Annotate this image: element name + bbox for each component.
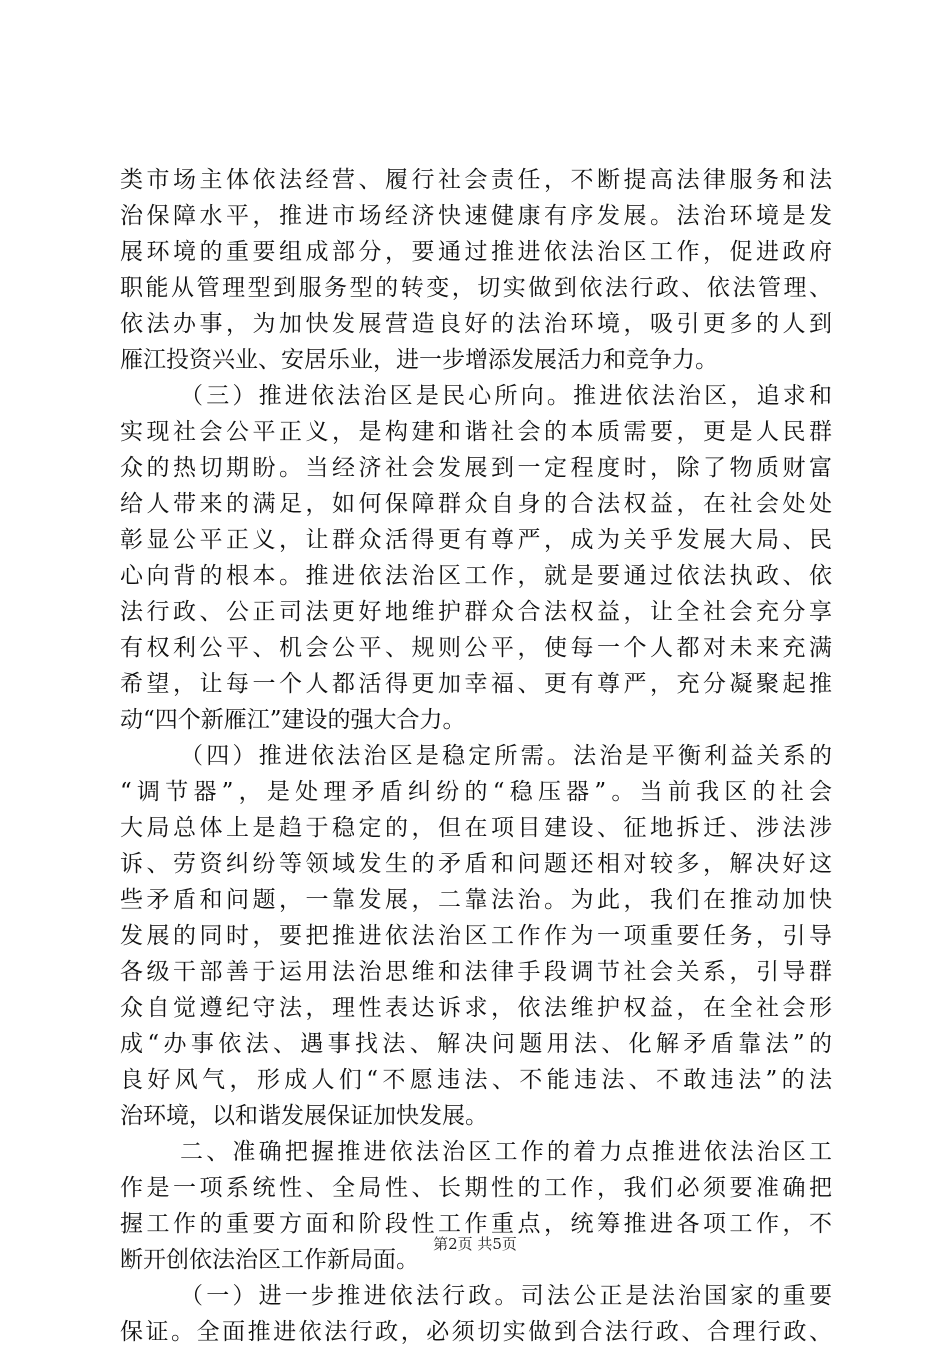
text-line: 动“四个新雁江”建设的强大合力。 (120, 707, 466, 733)
text-line: 保证。全面推进依法行政，必须切实做到合法行政、合理行政、 (120, 1319, 832, 1345)
text-line: 彰显公平正义，让群众活得更有尊严，成为关乎发展大局、民 (120, 527, 832, 553)
text-line: 各级干部善于运用法治思维和法律手段调节社会关系，引导群 (120, 959, 832, 985)
page-footer: 第2页 共5页 (433, 1235, 517, 1253)
text-line: “调节器”，是处理矛盾纠纷的“稳压器”。当前我区的社会 (120, 779, 832, 805)
text-line: 众自觉遵纪守法，理性表达诉求，依法维护权益，在全社会形 (120, 995, 832, 1021)
text-line: 职能从管理型到服务型的转变，切实做到依法行政、依法管理、 (120, 275, 832, 301)
text-line: 希望，让每一个人都活得更加幸福、更有尊严，充分凝聚起推 (120, 671, 832, 697)
text-line: 法行政、公正司法更好地维护群众合法权益，让全社会充分享 (120, 599, 832, 625)
text-line: 作是一项系统性、全局性、长期性的工作，我们必须要准确把 (120, 1175, 832, 1201)
text-line: 类市场主体依法经营、履行社会责任，不断提高法律服务和法 (120, 167, 832, 193)
paragraph (120, 738, 832, 1134)
paragraph (120, 1278, 832, 1350)
text-line: 诉、劳资纠纷等领域发生的矛盾和问题还相对较多，解决好这 (120, 851, 832, 877)
text-line: （三）推进依法治区是民心所向。推进依法治区，追求和 (180, 383, 832, 409)
paragraph (120, 1134, 832, 1278)
text-line: 心向背的根本。推进依法治区工作，就是要通过依法执政、依 (120, 563, 832, 589)
text-line: 众的热切期盼。当经济社会发展到一定程度时，除了物质财富 (120, 455, 832, 481)
paragraph (120, 162, 832, 378)
text-line: 依法办事，为加快发展营造良好的法治环境，吸引更多的人到 (120, 311, 832, 337)
text-line: （一）进一步推进依法行政。司法公正是法治国家的重要 (180, 1283, 832, 1309)
text-line: 发展的同时，要把推进依法治区工作作为一项重要任务，引导 (120, 923, 832, 949)
text-line: 成“办事依法、遇事找法、解决问题用法、化解矛盾靠法”的 (120, 1031, 832, 1057)
text-line: 些矛盾和问题，一靠发展，二靠法治。为此，我们在推动加快 (120, 887, 832, 913)
text-line: 大局总体上是趋于稳定的，但在项目建设、征地拆迁、涉法涉 (120, 815, 832, 841)
text-line: 二、准确把握推进依法治区工作的着力点推进依法治区工 (180, 1139, 832, 1165)
paragraph (120, 378, 832, 738)
text-line: 实现社会公平正义，是构建和谐社会的本质需要，更是人民群 (120, 419, 832, 445)
text-line: 治环境，以和谐发展保证加快发展。 (120, 1103, 488, 1129)
text-line: 展环境的重要组成部分，要通过推进依法治区工作，促进政府 (120, 239, 832, 265)
document-body (120, 162, 832, 1350)
text-line: 握工作的重要方面和阶段性工作重点，统筹推进各项工作，不 (120, 1211, 832, 1237)
text-line: 治保障水平，推进市场经济快速健康有序发展。法治环境是发 (120, 203, 832, 229)
text-line: 断开创依法治区工作新局面。 (120, 1247, 419, 1273)
text-line: 雁江投资兴业、安居乐业，进一步增添发展活力和竞争力。 (120, 347, 718, 373)
text-line: （四）推进依法治区是稳定所需。法治是平衡利益关系的 (180, 743, 832, 769)
text-line: 有权利公平、机会公平、规则公平，使每一个人都对未来充满 (120, 635, 832, 661)
text-line: 良好风气，形成人们“不愿违法、不能违法、不敢违法”的法 (120, 1067, 832, 1093)
text-line: 给人带来的满足，如何保障群众自身的合法权益，在社会处处 (120, 491, 832, 517)
